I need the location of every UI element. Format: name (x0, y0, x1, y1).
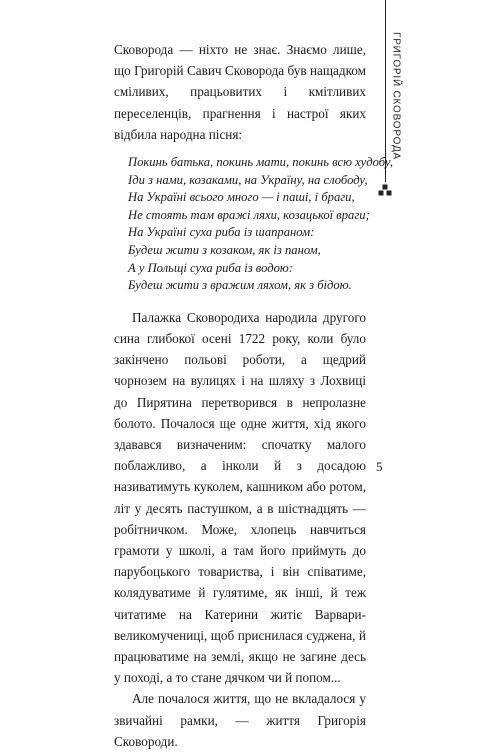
poem-line: Іди з нами, козаками, на Україну, на слободу, (128, 172, 368, 187)
poem-line: Не стоять там вражі ляхи, козацької враги; (128, 207, 370, 222)
ornament-icon (378, 184, 392, 198)
body-text (114, 39, 394, 752)
paragraph-intro: Сковорода — ніхто не знає. Знаємо лише, що Григорій Савич Сковорода був нащадком сміливих, працьовитих і кмітливих переселенців, прагнення і настрої яких відбила народна пісня: (114, 42, 366, 142)
poem-line: Будеш жити з козаком, як із паном, (128, 242, 321, 257)
folk-song-poem (128, 154, 394, 295)
poem-line: На Україні всього много — і паші, і браги, (128, 190, 355, 205)
running-head-title: ГРИГОРІЙ СКОВОРОДА (390, 32, 402, 160)
poem-line: На Україні суха риба із шапраном: (128, 225, 315, 240)
poem-line: Будеш жити з вражим ляхом, як з бідою. (128, 278, 352, 293)
paragraph-closing: Але почалося життя, що не вкладалося у звичайні рамки, — життя Григорія Сковороди. (114, 691, 366, 749)
poem-line: Покинь батька, покинь мати, покинь всю худобу, (128, 155, 394, 170)
page-number: 5 (376, 459, 383, 474)
poem-line: А у Польщі суха риба із водою: (128, 260, 293, 275)
paragraph-birth: Палажка Сковородиха народила другого сина глибокої осені 1722 року, коли було закінчено польові роботи, а щедрий чорнозем на вулицях і на шляху з Лохвиці до Пирятина перетворився в непролазне болото. Почалося ще одне життя, хід якого здавався визначеним: спочатку малого поблажливо, а інколи й з досадою називатимуть куколем, кашником або ротом, літ у десять пастушком, а в шістнадцять — робітничком. Може, хлопець навчиться грамоти у школі, а там його приймуть до парубоцького товариства, і він співатиме, колядуватиме й гулятиме, як інші, й теж читатиме на Катерини житіє Варвари-великомучениці, щоб приснилася суджена, й працюватиме на землі, якщо не загине десь у поході, а то стане дячком чи й попом... (114, 309, 366, 686)
